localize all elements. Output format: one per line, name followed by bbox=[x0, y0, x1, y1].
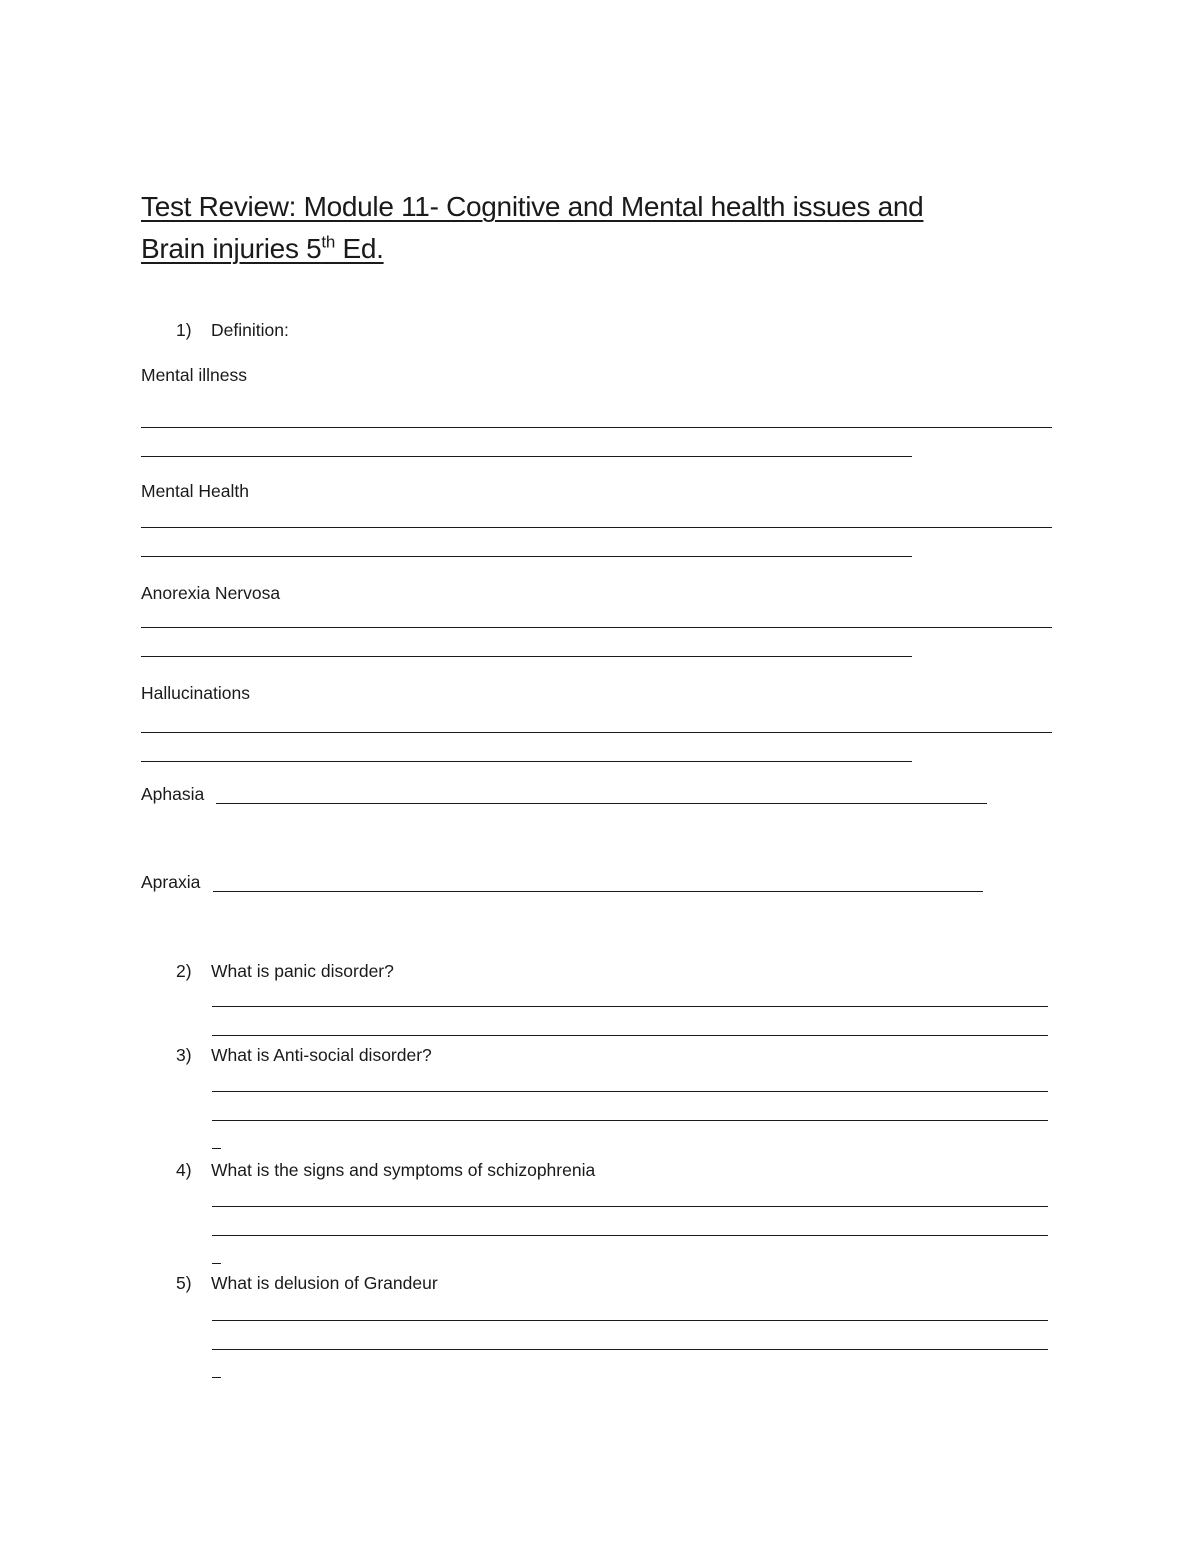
question-3-text: What is Anti-social disorder? bbox=[211, 1045, 432, 1065]
answer-line[interactable] bbox=[216, 803, 987, 804]
answer-line[interactable] bbox=[141, 527, 1052, 528]
answer-line[interactable] bbox=[212, 1349, 1048, 1350]
answer-line[interactable] bbox=[212, 1091, 1048, 1092]
question-4-text: What is the signs and symptoms of schizophrenia bbox=[211, 1160, 596, 1180]
term-anorexia-nervosa: Anorexia Nervosa bbox=[141, 583, 281, 603]
answer-line[interactable] bbox=[141, 761, 912, 762]
answer-line[interactable] bbox=[213, 891, 983, 892]
answer-line[interactable] bbox=[212, 1206, 1048, 1207]
term-mental-health: Mental Health bbox=[141, 481, 249, 501]
answer-line[interactable] bbox=[141, 556, 912, 557]
question-4-number: 4) bbox=[176, 1160, 192, 1180]
answer-line-tail bbox=[212, 1148, 221, 1149]
question-2-text: What is panic disorder? bbox=[211, 961, 394, 981]
answer-line-tail bbox=[212, 1377, 221, 1378]
term-aphasia: Aphasia bbox=[141, 784, 205, 804]
section-1-number: 1) bbox=[176, 320, 192, 340]
answer-line[interactable] bbox=[141, 627, 1052, 628]
answer-line[interactable] bbox=[212, 1006, 1048, 1007]
question-2-number: 2) bbox=[176, 961, 192, 981]
answer-line[interactable] bbox=[212, 1235, 1048, 1236]
answer-line[interactable] bbox=[141, 427, 1052, 428]
term-hallucinations: Hallucinations bbox=[141, 683, 250, 703]
term-apraxia: Apraxia bbox=[141, 872, 201, 892]
section-1-heading: Definition: bbox=[211, 320, 289, 340]
superscript-th: th bbox=[321, 232, 335, 252]
question-5-number: 5) bbox=[176, 1273, 192, 1293]
answer-line[interactable] bbox=[212, 1120, 1048, 1121]
answer-line[interactable] bbox=[141, 732, 1052, 733]
term-mental-illness: Mental illness bbox=[141, 365, 248, 385]
answer-line-tail bbox=[212, 1263, 221, 1264]
question-3-number: 3) bbox=[176, 1045, 192, 1065]
answer-line[interactable] bbox=[212, 1035, 1048, 1036]
answer-line[interactable] bbox=[141, 456, 912, 457]
answer-line[interactable] bbox=[212, 1320, 1048, 1321]
document-title bbox=[141, 190, 923, 266]
title-line-1: Test Review: Module 11- Cognitive and Mental health issues and bbox=[141, 191, 924, 222]
answer-line[interactable] bbox=[141, 656, 912, 657]
title-line-2: Brain injuries 5th Ed. bbox=[141, 232, 384, 264]
question-5-text: What is delusion of Grandeur bbox=[211, 1273, 438, 1293]
